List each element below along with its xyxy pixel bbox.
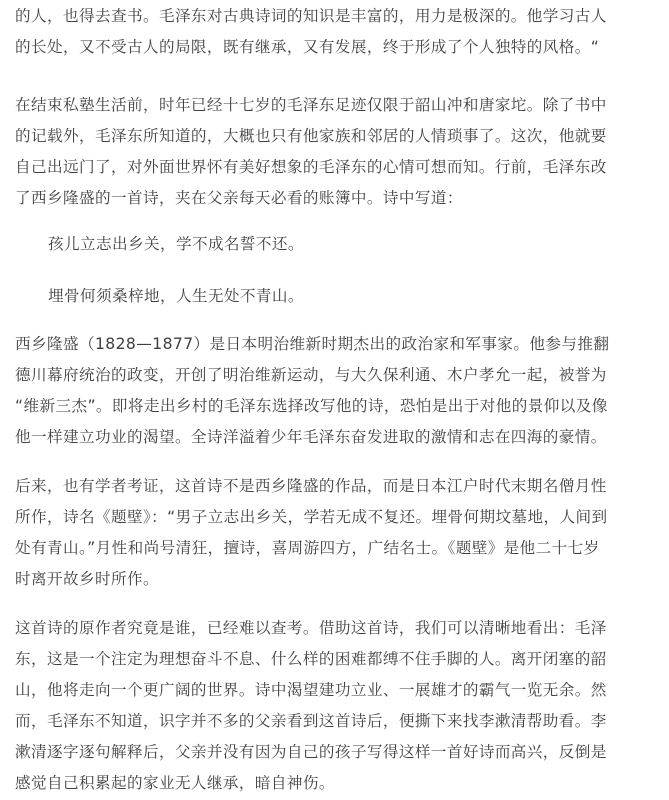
paragraph-3 — [15, 329, 655, 453]
paragraph-4 — [15, 471, 655, 595]
text-line: 后来，也有学者考证，这首诗不是西乡隆盛的作品，而是日本江户时代末期名僧月性 — [15, 477, 607, 495]
text-line: 山，他将走向一个更广阔的世界。诗中渴望建功立业、一展雄才的霸气一览无余。然 — [15, 681, 607, 699]
poem-line-1 — [48, 229, 669, 260]
text-line: 的长处，又不受古人的局限，既有继承，又有发展，终于形成了个人独特的风格。“ — [15, 38, 600, 56]
text-line: 的人，也得去查书。毛泽东对古典诗词的知识是丰富的，用力是极深的。他学习古人 — [15, 7, 607, 25]
text-line: 德川幕府统治的政变，开创了明治维新运动，与大久保利通、木户孝允一起，被誉为 — [15, 366, 607, 384]
text-line: 了西乡隆盛的一首诗，夹在父亲每天必看的账簿中。诗中写道： — [15, 189, 463, 207]
text-line: 在结束私塾生活前，时年已经十七岁的毛泽东足迹仅限于韶山冲和唐家坨。除了书中 — [15, 96, 607, 114]
text-line: 孩儿立志出乡关，学不成名誓不还。 — [48, 235, 304, 253]
text-line: 这首诗的原作者究竟是谁，已经难以查考。借助这首诗，我们可以清晰地看出：毛泽 — [15, 619, 607, 637]
text-line: 他一样建立功业的渴望。全诗洋溢着少年毛泽东奋发进取的激情和志在四海的豪情。 — [15, 428, 607, 446]
text-line: 埋骨何须桑梓地，人生无处不青山。 — [48, 287, 304, 305]
paragraph-2 — [15, 90, 655, 214]
text-line: “维新三杰”。即将走出乡村的毛泽东选择改写他的诗，恐怕是出于对他的景仰以及像 — [15, 397, 608, 415]
text-line: 处有青山。”月性和尚号清狂，擅诗，喜周游四方，广结名士。《题壁》是他二十七岁 — [15, 539, 600, 557]
paragraph-1 — [15, 1, 655, 63]
poem-line-2 — [48, 281, 669, 312]
text-line: 感觉自己积累起的家业无人继承，暗自神伤。 — [15, 774, 335, 792]
text-line: 西乡隆盛（1828—1877）是日本明治维新时期杰出的政治家和军事家。他参与推翻 — [15, 335, 610, 353]
text-line: 而，毛泽东不知道，识字并不多的父亲看到这首诗后，便撕下来找李漱清帮助看。李 — [15, 712, 607, 730]
paragraph-5 — [15, 613, 655, 799]
text-line: 的记载外，毛泽东所知道的，大概也只有他家族和邻居的人情琐事了。这次，他就要 — [15, 127, 607, 145]
text-line: 时离开故乡时所作。 — [15, 570, 159, 588]
text-line: 漱清逐字逐句解释后，父亲并没有因为自己的孩子写得这样一首好诗而高兴，反倒是 — [15, 743, 607, 761]
text-line: 所作，诗名《题壁》：“男子立志出乡关，学若无成不复还。埋骨何期坟墓地，人间到 — [15, 508, 608, 526]
text-line: 自己出远门了，对外面世界怀有美好想象的毛泽东的心情可想而知。行前，毛泽东改 — [15, 158, 607, 176]
text-line: 东，这是一个注定为理想奋斗不息、什么样的困难都缚不住手脚的人。离开闭塞的韶 — [15, 650, 607, 668]
